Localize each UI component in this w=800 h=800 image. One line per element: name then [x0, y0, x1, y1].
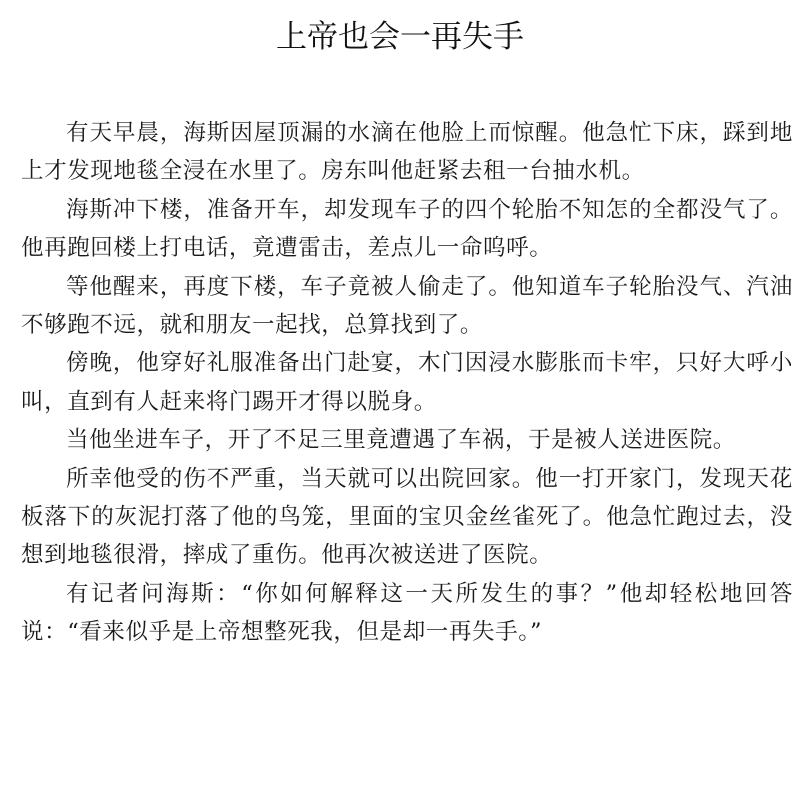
paragraph-1: 有天早晨，海斯因屋顶漏的水滴在他脸上而惊醒。他急忙下床，踩到地上才发现地毯全浸在水里了。房东叫他赶紧去租一台抽水机。	[21, 120, 793, 185]
article-title: 上帝也会一再失手	[276, 19, 524, 55]
paragraph-3: 等他醒来，再度下楼，车子竟被人偷走了。他知道车子轮胎没气、汽油不够跑不远，就和朋友一起找，总算找到了。	[21, 273, 793, 339]
paragraph-4: 傍晚，他穿好礼服准备出门赴宴，木门因浸水膨胀而卡牢，只好大呼小叫，直到有人赶来将门踢开才得以脱身。	[21, 350, 793, 415]
paragraph-6: 所幸他受的伤不严重，当天就可以出院回家。他一打开家门，发现天花板落下的灰泥打落了他的鸟笼，里面的宝贝金丝雀死了。他急忙跑过去，没想到地毯很滑，摔成了重伤。他再次被送进了医院。	[21, 465, 793, 569]
paragraph-5: 当他坐进车子，开了不足三里竟遭遇了车祸，于是被人送进医院。	[66, 427, 736, 454]
article-body	[21, 114, 793, 652]
paragraph-7: 有记者问海斯：“你如何解释这一天所发生的事？”他却轻松地回答说：“看来似乎是上帝想整死我，但是却一再失手。”	[21, 580, 793, 646]
paragraph-2: 海斯冲下楼，准备开车，却发现车子的四个轮胎不知怎的全都没气了。他再跑回楼上打电话，竟遭雷击，差点儿一命呜呼。	[21, 196, 793, 262]
